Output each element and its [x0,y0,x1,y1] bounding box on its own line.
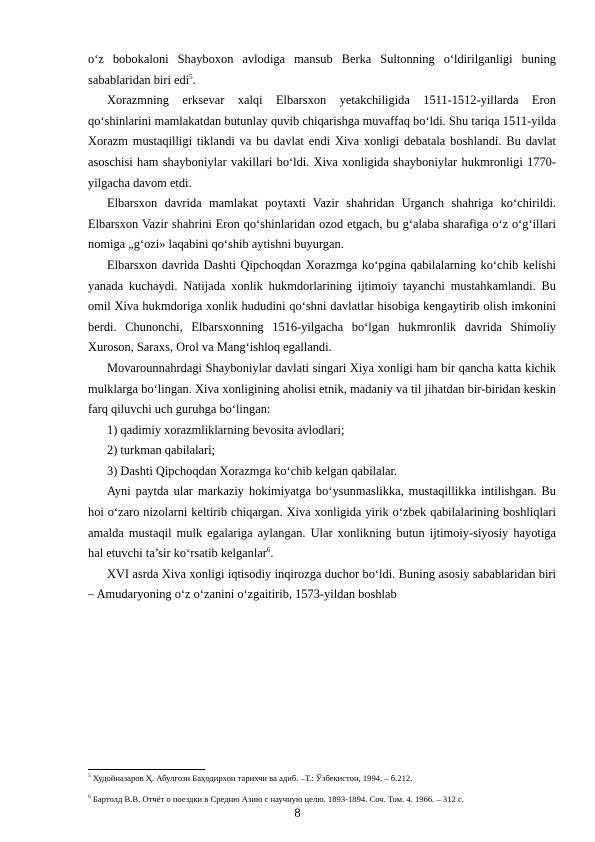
footnote-number: 6 [88,794,91,801]
footnote-ref-6[interactable]: 6 [266,546,271,555]
paragraph: Elbarsxon davrida Dashti Qipchoqdan Xorazmga ko‘pgina qabilalarning ko‘chib kelishi yanada kuchaydi. Natijada xonlik hukmdorlarining ijtimoiy tayanchi mustahkamlandi. Bu omil Xiva hukmdoriga xonlik hududini qo‘shni davlatlar hisobiga kengaytirib olish imkonini berdi. Chunonchi, Elbarsxonning 1516-yilgacha bo‘lgan hukmronlik davrida Shimoliy Xuroson, Saraxs, Orol va Mang‘ishloq egallandi. [88,257,556,355]
paragraph-continuation: o‘z bobokaloni Shayboxon avlodiga mansub Berka Sultonning o‘ldirilganligi buning sabablaridan biri edi$^5$. [88,52,556,87]
list-item: 3) Dashti Qipchoqdan Xorazmga ko‘chib kelgan qabilalar. [107,463,398,478]
footnote [88,773,568,784]
footnote-number: 5 [88,773,91,780]
footnote-divider [88,769,205,770]
paragraph: Elbarsxon davrida mamlakat poytaxti Vazir shahridan Urganch shahriga ko‘chirildi. Elbarsxon Vazir shahrini Eron qo‘shinlaridan ozod etgach, bu g‘alaba sharafiga o‘z o‘g‘illari nomiga „g‘ozi» laqabini qo‘shib aytishni buyurgan. [88,196,556,252]
paragraph: Movarounnahrdagi Shayboniylar davlati singari Xiya xonligi ham bir qancha katta kichik mulklarga bo‘lingan. Xiva xonligining aholisi etnik, madaniy va til jihatdan bir-biridan keskin farq qiluvchi uch guruhga bo‘lingan: [88,360,556,417]
footnote-ref-5[interactable]: 5 [189,72,193,81]
page-number: 8 [294,806,301,820]
paragraph: XVI asrda Xiva xonligi iqtisodiy inqirozga duchor bo‘ldi. Buning asosiy sabablaridan biri – Amudaryoning o‘z o‘zanini o‘zgaitirib, 1573-yildan boshlab [88,566,556,602]
footnote [88,794,568,805]
paragraph: Xorazmning erksevar xalqi Elbarsxon yetakchiligida 1511-1512-yillarda Eron qo‘shinlarini mamlakatdan butunlay quvib chiqarishga muvaffaq bo‘ldi. Shu tariqa 1511-yilda Xorazm mustaqilligi tiklandi va bu davlat endi Xiva xonligi debatala boshlandi. Bu davlat asoschisi ham shayboniylar vakillari bo‘ldi. Xiva xonligida shayboniylar hukmronligi 1770-yilgacha davom etdi. [88,93,556,190]
paragraph: Ayni paytda ular markaziy hokimiyatga bo‘ysunmaslikka, mustaqillikka intilishgan. Bu hoi o‘zaro nizolarni keltirib chiqargan. Xiva xonligida yirik o‘zbek qabilalarining boshliqlari amalda mustaqil mulk egalariga aylangan. Ular xonlikning butun ijtimoiy-siyosiy hayotiga hal etuvchi ta’sir ko‘rsatib kelganlar$^6$. [88,484,556,561]
list-item: 2) turkman qabilalari; [107,443,216,458]
body-text [88,49,556,605]
list-item: 1) qadimiy xorazmliklarning bevosita avlodlari; [107,422,345,437]
footnote-text: Худойназаров Ҳ. Абулғози Баҳодирхон тарихчи ва адиб. –Т.: Ўзбекистон, 1994. – б.212. [90,773,413,783]
footnote-text: Бартолд В.В. Отчёт о поездки в Средню Азию с научную целю. 1893-1894. Соч. Том. 4. 1966. – 312 с. [90,794,464,804]
